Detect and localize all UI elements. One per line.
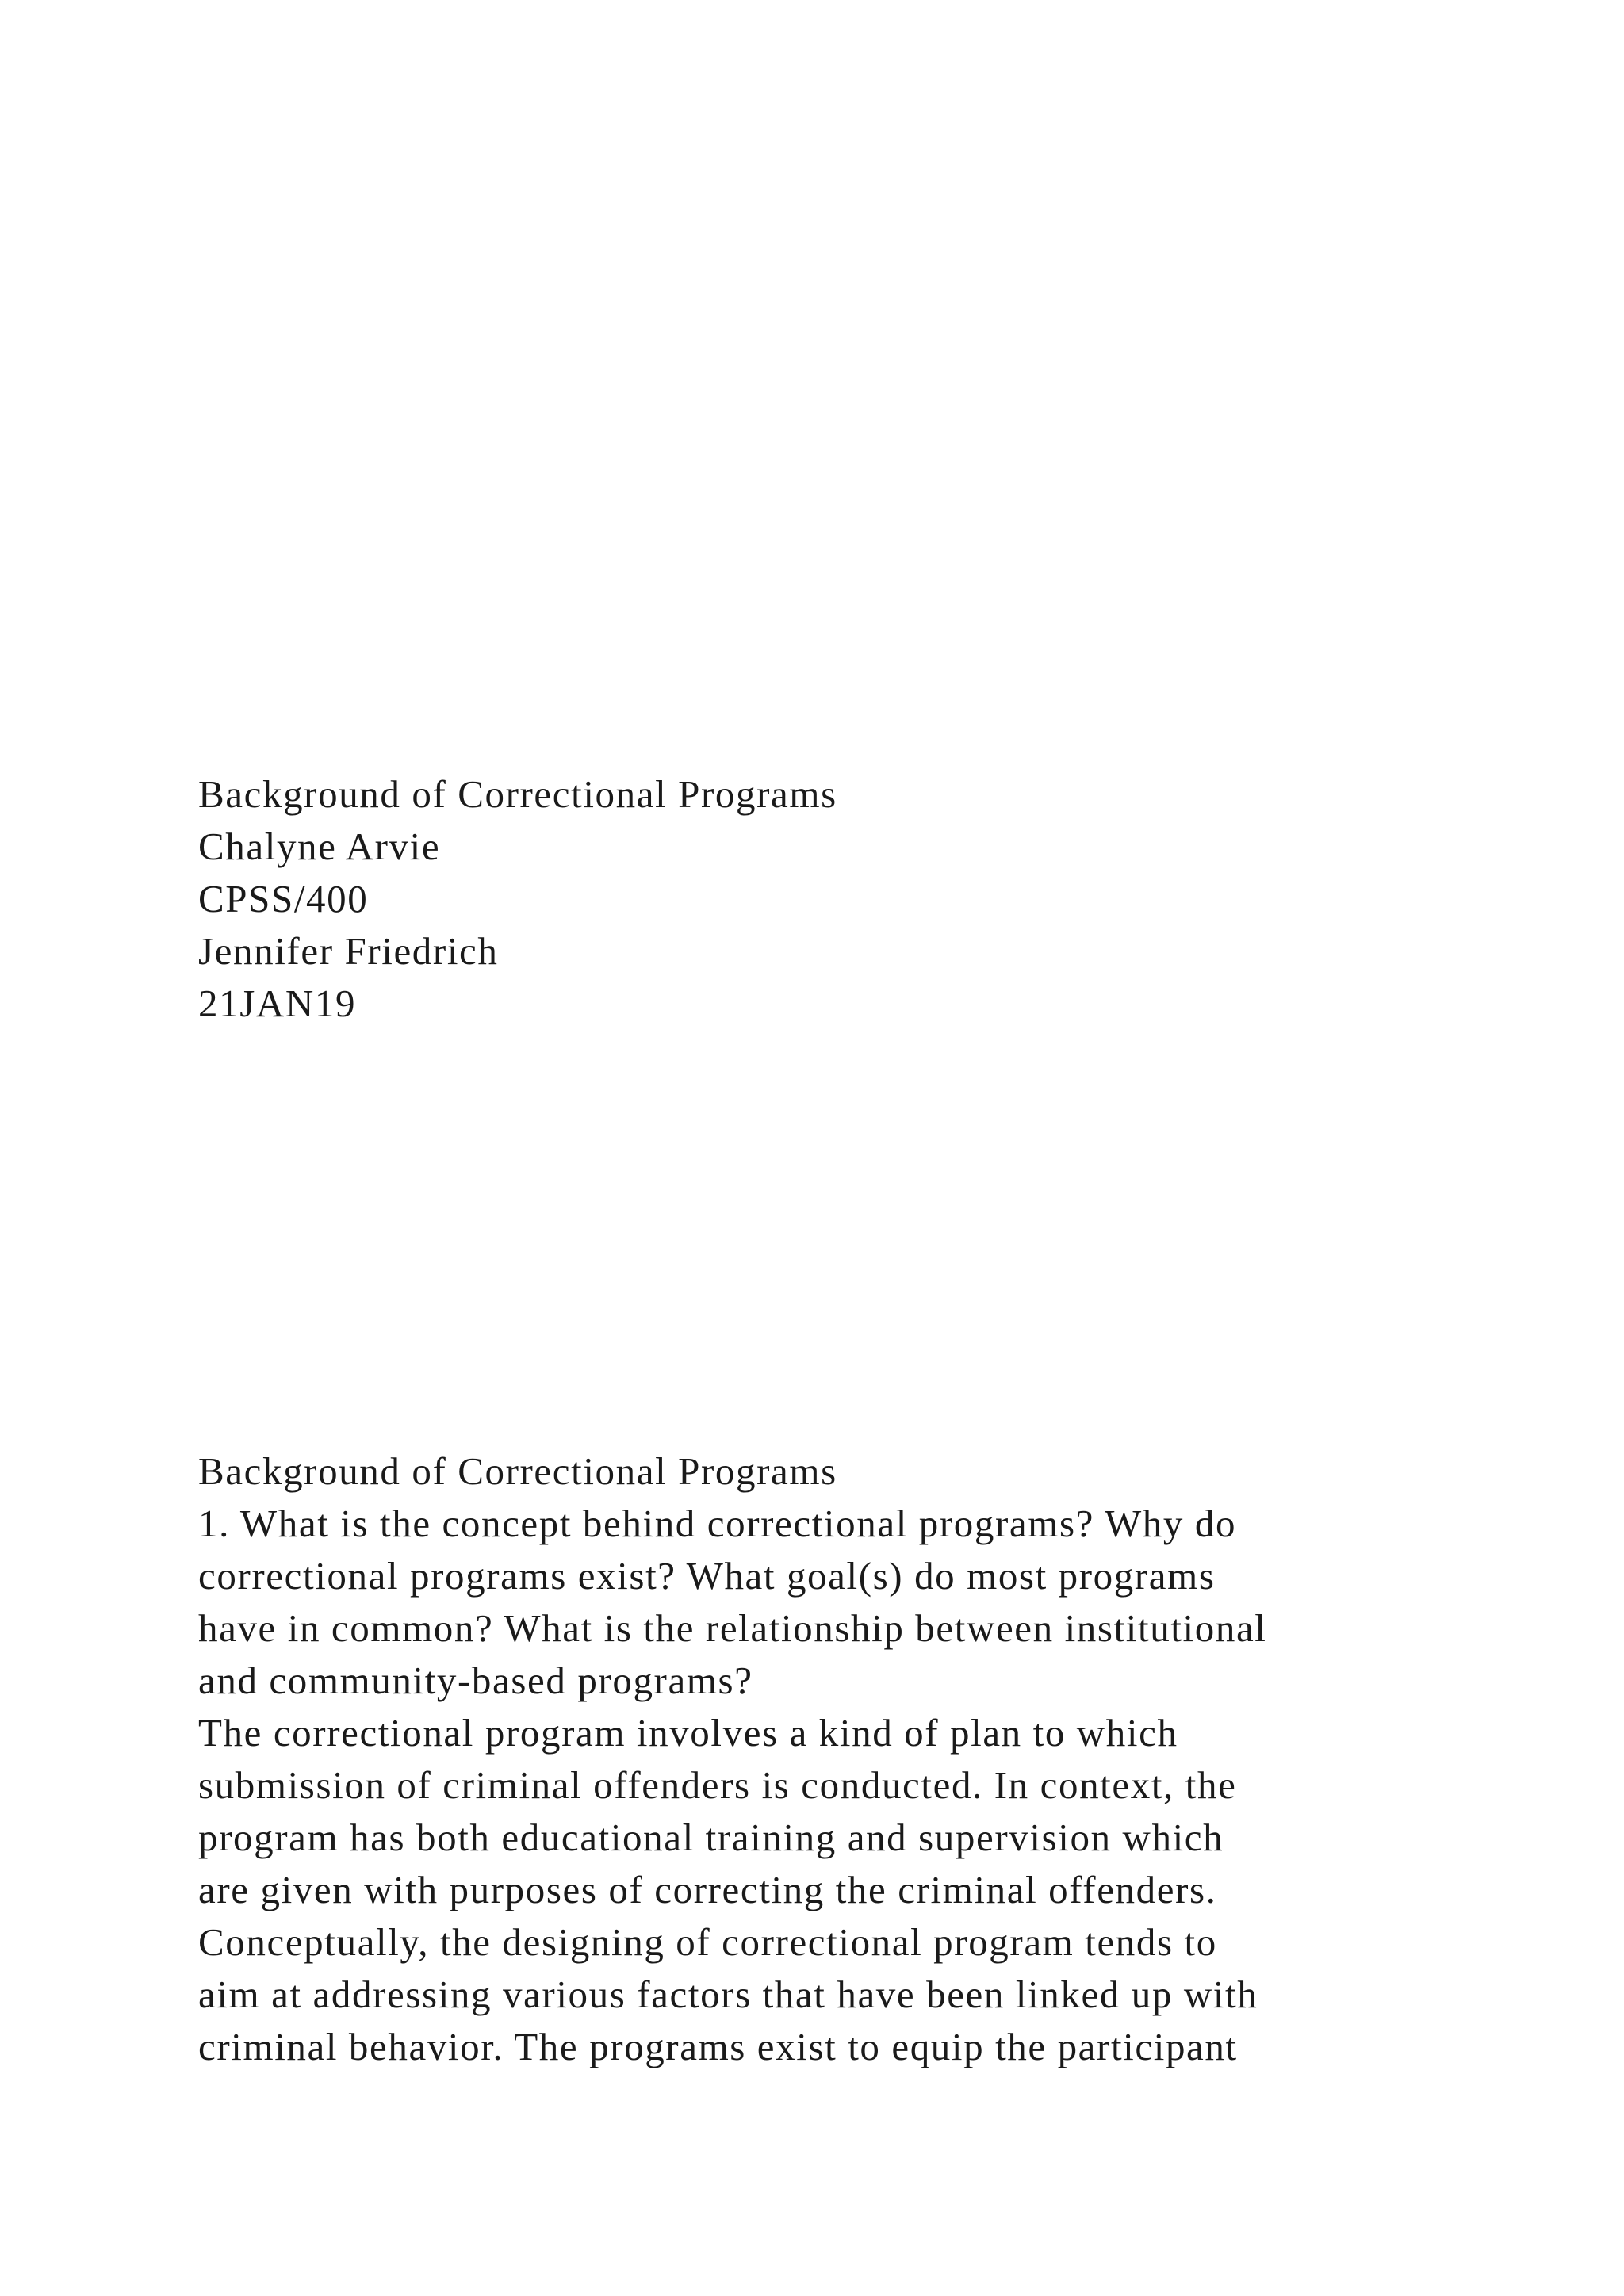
answer-line: are given with purposes of correcting the criminal offenders. [198, 1868, 1217, 1911]
question-line: and community-based programs? [198, 1659, 753, 1702]
question-line: correctional programs exist? What goal(s) do most programs [198, 1554, 1216, 1598]
answer-line: submission of criminal offenders is conducted. In context, the [198, 1763, 1237, 1807]
author-name: Chalyne Arvie [198, 825, 441, 868]
answer-line: program has both educational training and supervision which [198, 1816, 1224, 1859]
answer-line: aim at addressing various factors that have been linked up with [198, 1973, 1258, 2016]
document-title: Background of Correctional Programs [198, 772, 837, 816]
answer-line: The correctional program involves a kind of plan to which [198, 1711, 1178, 1755]
course-code: CPSS/400 [198, 877, 369, 920]
instructor-name: Jennifer Friedrich [198, 929, 499, 973]
question-line: have in common? What is the relationship between institutional [198, 1606, 1267, 1650]
title-page-block [198, 768, 1499, 1030]
answer-line: Conceptually, the designing of correctional program tends to [198, 1920, 1217, 1964]
section-heading: Background of Correctional Programs [198, 1449, 837, 1493]
answer-line: criminal behavior. The programs exist to equip the participant [198, 2025, 1238, 2068]
question-line: 1. What is the concept behind correctional programs? Why do [198, 1502, 1237, 1545]
body-block [198, 1445, 1499, 2073]
document-date: 21JAN19 [198, 982, 357, 1025]
